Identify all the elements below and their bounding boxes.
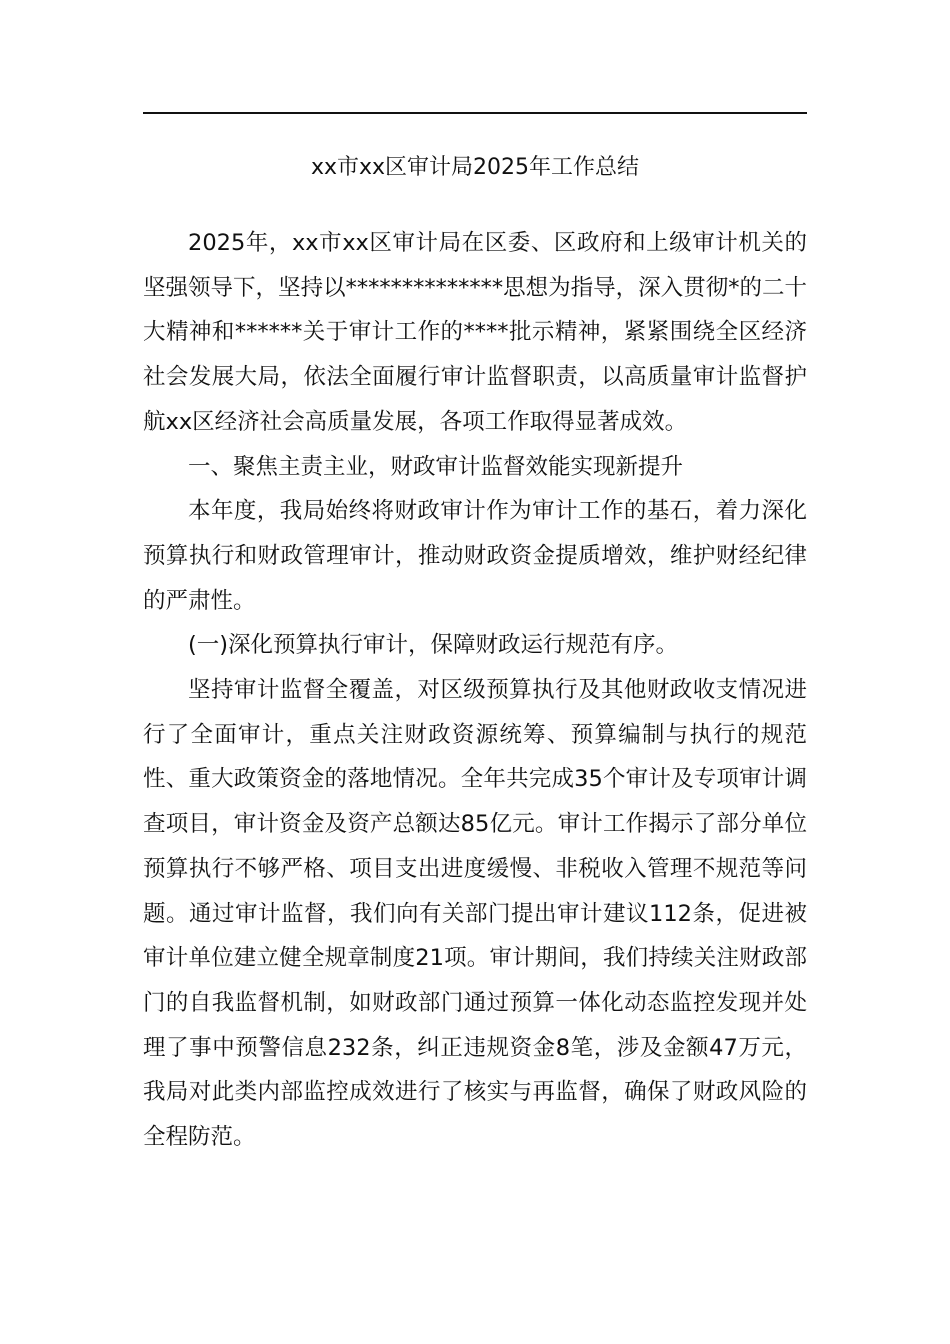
subsection-heading: (一)深化预算执行审计，保障财政运行规范有序。 <box>188 632 679 659</box>
document-body <box>143 221 807 1160</box>
section-heading: 一、聚焦主责主业，财政审计监督效能实现新提升 <box>188 453 684 480</box>
header-rule <box>143 112 807 114</box>
section-paragraph: 本年度，我局始终将财政审计作为审计工作的基石，着力深化预算执行和财政管理审计，推动财政资金提质增效，维护财经纪律的严肃性。 <box>143 498 807 614</box>
intro-paragraph: 2025年，xx市xx区审计局在区委、区政府和上级审计机关的坚强领导下，坚持以**************思想为指导，深入贯彻*的二十大精神和******关于审计工作的****批示精神，紧紧围绕全区经济社会发展大局，依法全面履行审计监督职责，以高质量审计监督护航xx区经济社会高质量发展，各项工作取得显著成效。 <box>143 230 807 435</box>
subsection-paragraph: 坚持审计监督全覆盖，对区级预算执行及其他财政收支情况进行了全面审计，重点关注财政资源统筹、预算编制与执行的规范性、重大政策资金的落地情况。全年共完成35个审计及专项审计调查项目，审计资金及资产总额达85亿元。审计工作揭示了部分单位预算执行不够严格、项目支出进度缓慢、非税收入管理不规范等问题。通过审计监督，我们向有关部门提出审计建议112条，促进被审计单位建立健全规章制度21项。审计期间，我们持续关注财政部门的自我监督机制，如财政部门通过预算一体化动态监控发现并处理了事中预警信息232条，纠正违规资金8笔，涉及金额47万元，我局对此类内部监控成效进行了核实与再监督，确保了财政风险的全程防范。 <box>143 677 807 1151</box>
document-title: xx市xx区审计局2025年工作总结 <box>310 155 640 180</box>
